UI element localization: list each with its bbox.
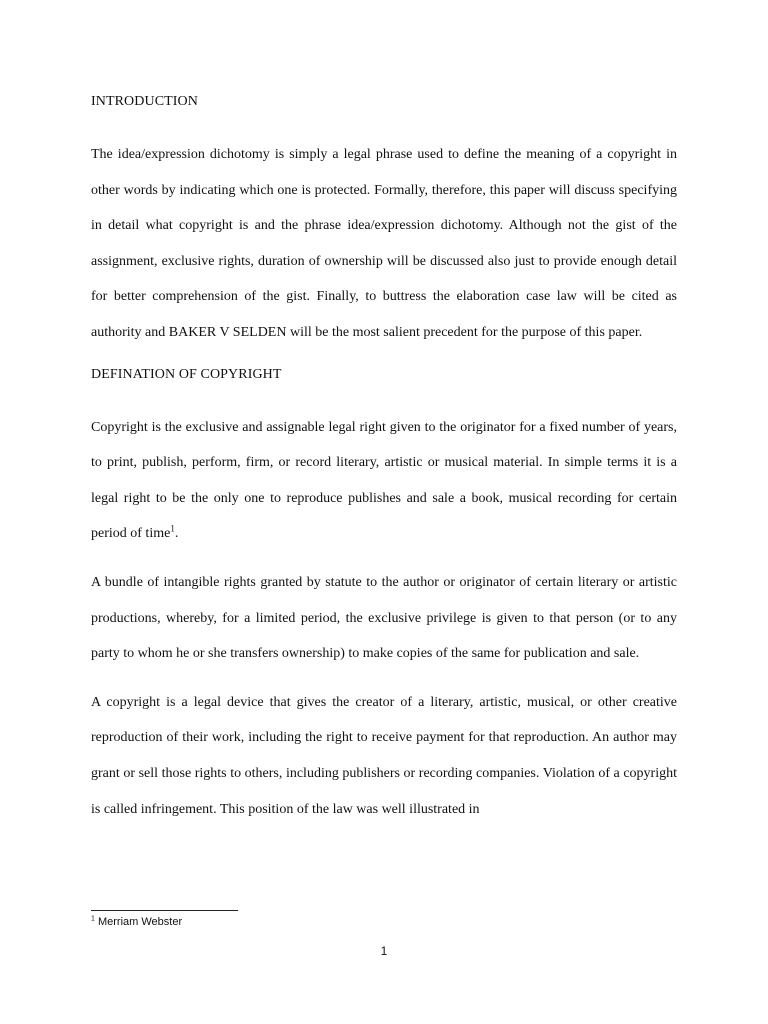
footnote-reference-marker[interactable]: 1 (170, 523, 175, 534)
definition-paragraph-3: A copyright is a legal device that gives the creator of a literary, artistic, musical, or other creative reproduction of their work, including the right to receive payment for that reproduction. An author may grant or sell those rights to others, including publishers or recording companies. Violation of a copyright is called infringement. This position of the law was well illustrated in (91, 694, 677, 817)
footnote-text: Merriam Webster (94, 916, 183, 928)
definition-paragraph-2: A bundle of intangible rights granted by statute to the author or originator of certain literary or artistic productions, whereby, for a limited period, the exclusive privilege is given to that person (or to any party to whom he or she transfers ownership) to make copies of the same for publication and sale. (91, 574, 677, 662)
footnote (91, 915, 182, 929)
document-body (91, 91, 677, 840)
definition-paragraph-1 (91, 410, 677, 552)
definition-paragraph-1-text: Copyright is the exclusive and assignable legal right given to the originator for a fixed number of years, to print, publish, perform, firm, or record literary, artistic or musical material. In simple terms it is a legal right to be the only one to reproduce publishes and sale a book, musical recording for certain period of time (91, 419, 677, 542)
section-heading-introduction: INTRODUCTION (91, 94, 198, 109)
sentence-period: . (174, 526, 179, 542)
introduction-paragraph: The idea/expression dichotomy is simply a legal phrase used to define the meaning of a copyright in other words by indicating which one is protected. Formally, therefore, this paper will discuss specifying in detail what copyright is and the phrase idea/expression dichotomy. Although not the gist of the assignment, exclusive rights, duration of ownership will be discussed also just to provide enough detail for better comprehension of the gist. Finally, to buttress the elaboration case law will be cited as authority and BAKER V SELDEN will be the most salient precedent for the purpose of this paper. (91, 147, 677, 340)
section-heading-definition: DEFINATION OF COPYRIGHT (91, 366, 282, 382)
footnote-separator (91, 910, 238, 911)
page-number: 1 (380, 944, 388, 958)
footnote-marker: 1 (91, 915, 95, 923)
